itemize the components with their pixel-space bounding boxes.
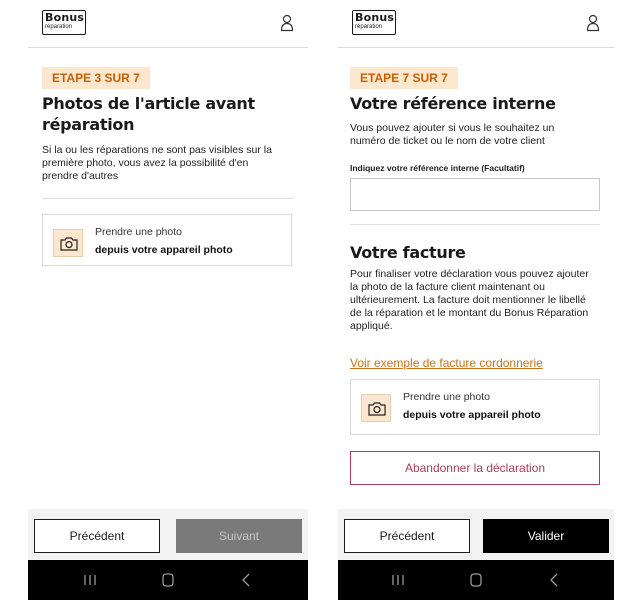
camera-icon: [368, 401, 386, 416]
page-title-line1: Photos de l'article avant: [42, 94, 255, 113]
user-icon[interactable]: [280, 14, 294, 32]
invoice-text-line: de la réparation et le montant du Bonus Réparation: [350, 307, 589, 319]
recent-apps-icon[interactable]: [388, 571, 408, 589]
photo-card-title: Prendre une photo: [403, 391, 490, 403]
left-screen: [28, 0, 308, 600]
validate-button[interactable]: Valider: [483, 519, 609, 553]
page-title: Votre référence interne: [350, 94, 556, 113]
android-nav-bar: [28, 560, 308, 600]
android-nav-bar: [338, 560, 614, 600]
logo-subtext: réparation: [355, 24, 383, 30]
photo-card-title: Prendre une photo: [95, 226, 182, 238]
step-badge: ETAPE 3 SUR 7: [42, 67, 150, 89]
back-icon[interactable]: [236, 571, 256, 589]
divider: [350, 224, 600, 225]
logo-text: Bonus: [45, 11, 85, 24]
take-photo-card[interactable]: [350, 379, 600, 435]
abandon-declaration-button[interactable]: Abandonner la déclaration: [350, 451, 600, 485]
previous-button[interactable]: Précédent: [34, 519, 160, 553]
example-invoice-link[interactable]: Voir exemple de facture cordonnerie: [350, 356, 543, 370]
description-line: Si la ou les réparations ne sont pas visibles sur la: [42, 144, 272, 156]
description-line: Vous pouvez ajouter si vous le souhaitez un: [350, 122, 555, 134]
reference-field-label: Indiquez votre référence interne (Facultatif): [350, 163, 525, 173]
take-photo-card[interactable]: [42, 214, 292, 266]
step-badge: ETAPE 7 SUR 7: [350, 67, 458, 89]
invoice-text-line: ultérieurement. La facture doit mentionner le libellé: [350, 294, 586, 306]
brand-logo[interactable]: [352, 10, 396, 35]
photo-card-subtitle: depuis votre appareil photo: [403, 409, 541, 421]
back-icon[interactable]: [544, 571, 564, 589]
logo-text: Bonus: [355, 11, 395, 24]
logo-subtext: réparation: [45, 24, 73, 30]
photo-card-subtitle: depuis votre appareil photo: [95, 244, 233, 256]
invoice-text-line: la photo de la facture client maintenant ou: [350, 281, 545, 293]
next-button[interactable]: Suivant: [176, 519, 302, 553]
recent-apps-icon[interactable]: [80, 571, 100, 589]
camera-icon-box: [361, 394, 391, 422]
right-screen: [338, 0, 614, 600]
top-bar: [338, 0, 614, 48]
description-line: première photo, vous avez la possibilité d'en: [42, 157, 249, 169]
camera-icon-box: [53, 229, 83, 257]
invoice-text-line: appliqué.: [350, 320, 393, 332]
top-bar: [28, 0, 308, 48]
divider: [42, 198, 294, 199]
reference-input[interactable]: [350, 178, 600, 211]
description-line: prendre d'autres: [42, 170, 119, 182]
previous-button[interactable]: Précédent: [344, 519, 470, 553]
home-icon[interactable]: [466, 571, 486, 589]
invoice-title: Votre facture: [350, 243, 466, 262]
camera-icon: [60, 236, 78, 251]
page-title-line2: réparation: [42, 115, 135, 134]
brand-logo[interactable]: [42, 10, 86, 35]
description-line: numéro de ticket ou le nom de votre client: [350, 135, 545, 147]
home-icon[interactable]: [158, 571, 178, 589]
invoice-text-line: Pour finaliser votre déclaration vous pouvez ajouter: [350, 268, 589, 280]
user-icon[interactable]: [586, 14, 600, 32]
